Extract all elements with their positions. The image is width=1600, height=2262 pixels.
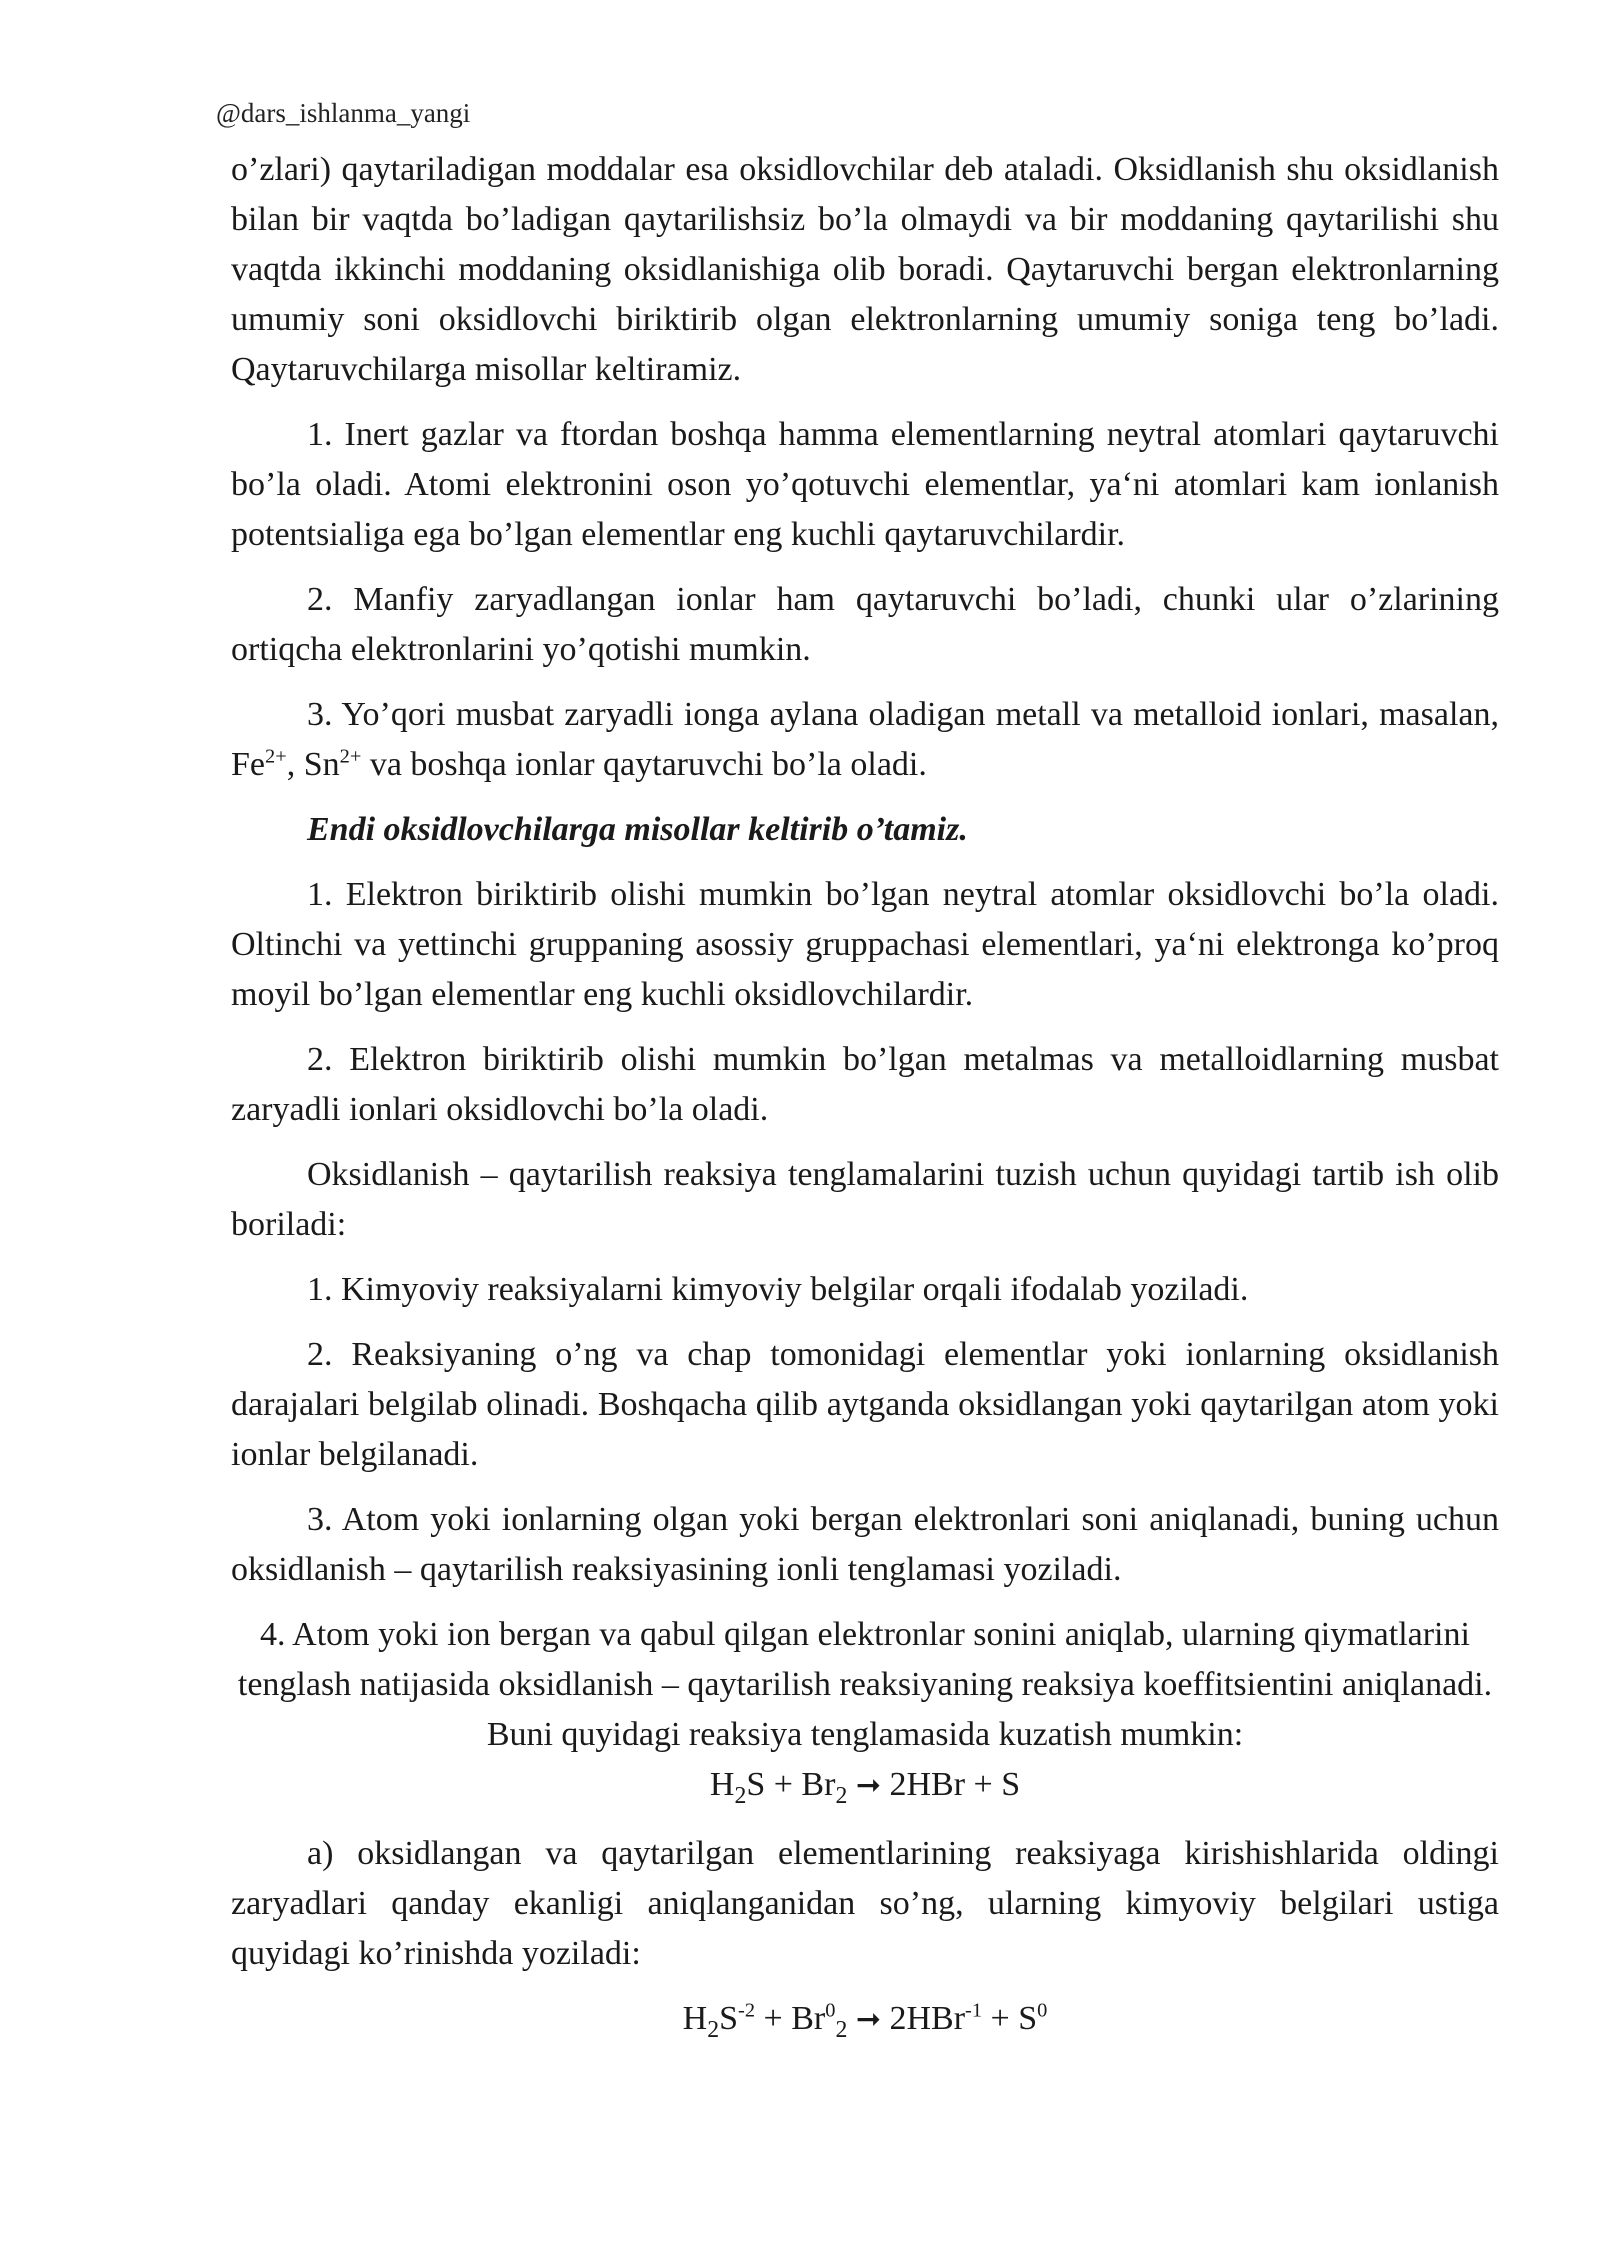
paragraph-step-3: 3. Atom yoki ionlarning olgan yoki bergan elektronlari soni aniqlanadi, buning uchun oksidlanish – qaytarilish reaksiyasining ionli tenglamasi yoziladi. (231, 1501, 1499, 1588)
paragraph-step-1: 1. Kimyoviy reaksiyalarni kimyoviy belgilar orqali ifodalab yoziladi. (307, 1271, 1249, 1308)
paragraph-step-2: 2. Reaksiyaning o’ng va chap tomonidagi elementlar yoki ionlarning oksidlanish darajalari belgilab olinadi. Boshqacha qilib aytganda oksidlangan yoki qaytarilgan atom yoki ionlar belgilanadi. (231, 1336, 1499, 1473)
eq-text: 2HBr + S (889, 1766, 1021, 1803)
reaction-arrow-icon: ➞ (855, 2002, 881, 2037)
eq-superscript: 0 (1037, 1999, 1048, 2022)
paragraph-intro: o’zlari) qaytariladigan moddalar esa oksidlovchilar deb ataladi. Oksidlanish shu oksidlanish bilan bir vaqtda bo’ladigan qaytarilishsiz bo’la olmaydi va bir moddaning qaytarilishi shu vaqtda ikkinchi moddaning oksidlanishiga olib boradi. Qaytaruvchi bergan elektronlarning umumiy soni oksidlovchi biriktirib olgan elektronlarning umumiy soniga teng bo’ladi. Qaytaruvchilarga misollar keltiramiz. (231, 151, 1499, 388)
eq-text: + S (982, 2000, 1038, 2037)
eq-subscript: 2 (835, 1782, 848, 1809)
superscript-charge: 2+ (339, 745, 362, 768)
paragraph-reducer-3 (231, 690, 1499, 790)
eq-superscript: -1 (965, 1999, 983, 2022)
header-watermark: @dars_ishlanma_yangi (216, 98, 471, 128)
eq-text: S + Br (746, 1766, 836, 1803)
paragraph-oxidizer-1: 1. Elektron biriktirib olishi mumkin bo’lgan neytral atomlar oksidlovchi bo’la oladi. Oltinchi va yettinchi gruppaning asossiy gruppachasi elementlari, ya‘ni elektronga ko’proq moyil bo’lgan elementlar eng kuchli oksidlovchilardir. (231, 876, 1499, 1013)
eq-superscript: 0 (825, 1999, 836, 2022)
superscript-charge: 2+ (265, 745, 287, 768)
equation-2 (231, 1994, 1499, 2045)
paragraph-oxidizer-2: 2. Elektron biriktirib olishi mumkin bo’lgan metalmas va metalloidlarning musbat zaryadli ionlari oksidlovchi bo’la oladi. (231, 1041, 1499, 1128)
text-run: 3. Yo’qori musbat zaryadli ionga aylana oladigan metall va metalloid ionlari, masalan, Fe (231, 696, 1499, 783)
eq-text: 2HBr (889, 2000, 966, 2037)
paragraph-procedure-intro: Oksidlanish – qaytarilish reaksiya tenglamalarini tuzish uchun quyidagi tartib ish olib boriladi: (231, 1156, 1499, 1243)
paragraph-step-a: a) oksidlangan va qaytarilgan elementlarining reaksiyaga kirishishlarida oldingi zaryadlari qanday ekanligi aniqlanganidan so’ng, ularning kimyoviy belgilari ustiga quyidagi ko’rinishda yoziladi: (231, 1835, 1499, 1972)
eq-text: H (682, 2000, 708, 2037)
paragraph-reducer-2: 2. Manfiy zaryadlangan ionlar ham qaytaruvchi bo’ladi, chunki ular o’zlarining ortiqcha elektronlarini yo’qotishi mumkin. (231, 581, 1499, 668)
paragraph-step-4: 4. Atom yoki ion bergan va qabul qilgan elektronlar sonini aniqlab, ularning qiymatlarini tenglash natijasida oksidlanish – qaytarilish reaksiyaning reaksiya koeffitsientini aniqlanadi. Buni quyidagi reaksiya tenglamasida kuzatish mumkin: (237, 1616, 1493, 1753)
eq-text: + Br (755, 2000, 826, 2037)
section-heading: Endi oksidlovchilarga misollar keltirib o’tamiz. (307, 811, 968, 848)
eq-subscript: 2 (835, 2016, 848, 2043)
text-run: va boshqa ionlar qaytaruvchi bo’la oladi. (361, 746, 927, 783)
eq-text: S (719, 2000, 739, 2037)
paragraph-reducer-1: 1. Inert gazlar va ftordan boshqa hamma elementlarning neytral atomlari qaytaruvchi bo’la oladi. Atomi elektronini oson yo’qotuvchi elementlar, ya‘ni atomlari kam ionlanish potentsialiga ega bo’lgan elementlar eng kuchli qaytaruvchilardir. (231, 416, 1499, 553)
eq-subscript: 2 (734, 1782, 747, 1809)
reaction-arrow-icon: ➞ (855, 1768, 881, 1803)
eq-text: H (709, 1766, 735, 1803)
text-run: , Sn (286, 746, 340, 783)
eq-superscript: -2 (738, 1999, 756, 2022)
eq-subscript: 2 (707, 2016, 720, 2043)
document-body (231, 145, 1499, 2063)
equation-1 (231, 1760, 1499, 1811)
